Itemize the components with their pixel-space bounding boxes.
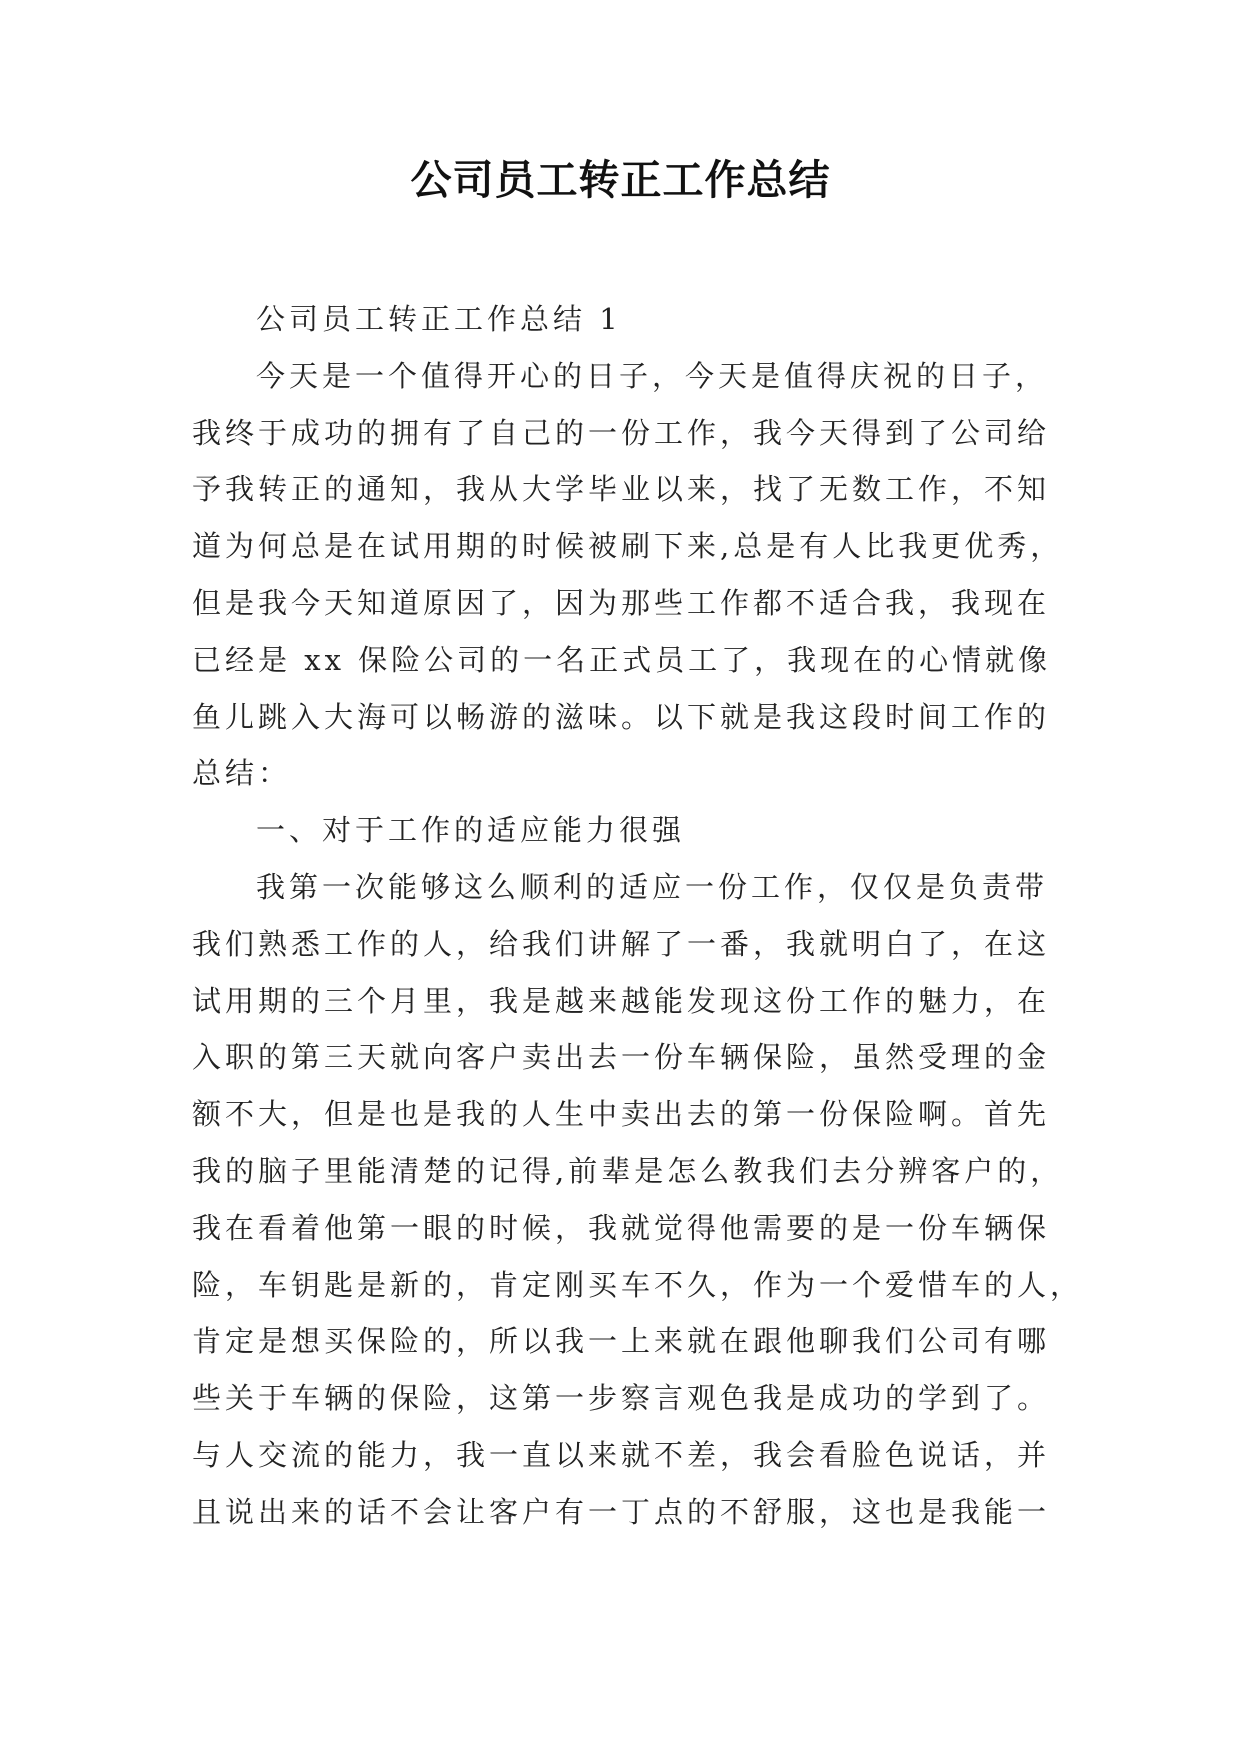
text-line: 今天是一个值得开心的日子，今天是值得庆祝的日子， [256,358,1049,393]
text-line: 我终于成功的拥有了自己的一份工作，我今天得到了公司给 [192,415,1051,450]
text-line: 鱼儿跳入大海可以畅游的滋味。以下就是我这段时间工作的 [192,699,1051,734]
text-line: 予我转正的通知，我从大学毕业以来，找了无数工作，不知 [192,472,1051,507]
text-line: 且说出来的话不会让客户有一丁点的不舒服，这也是我能一 [192,1494,1051,1529]
text-line: 我的脑子里能清楚的记得,前辈是怎么教我们去分辨客户的， [192,1153,1064,1188]
text-line: 入职的第三天就向客户卖出去一份车辆保险，虽然受理的金 [192,1040,1051,1075]
text-line: 肯定是想买保险的，所以我一上来就在跟他聊我们公司有哪 [192,1324,1051,1359]
text-line: 已经是 xx 保险公司的一名正式员工了，我现在的心情就像 [192,642,1052,677]
text-line: 但是我今天知道原因了，因为那些工作都不适合我，我现在 [192,585,1051,620]
text-line: 些关于车辆的保险，这第一步察言观色我是成功的学到了。 [192,1381,1051,1416]
text-line: 公司员工转正工作总结 1 [256,302,622,336]
text-line: 道为何总是在试用期的时候被刷下来,总是有人比我更优秀， [192,529,1064,564]
document-body [192,291,1084,1541]
text-line: 我在看着他第一眼的时候，我就觉得他需要的是一份车辆保 [192,1210,1051,1245]
text-line: 额不大，但是也是我的人生中卖出去的第一份保险啊。首先 [192,1097,1051,1132]
text-line: 总结： [192,756,292,791]
text-line: 险，车钥匙是新的，肯定刚买车不久，作为一个爱惜车的人， [192,1267,1084,1302]
text-line: 与人交流的能力，我一直以来就不差，我会看脸色说话，并 [192,1437,1051,1472]
document-title: 公司员工转正工作总结 [410,156,831,204]
text-line: 一、对于工作的适应能力很强 [256,813,686,848]
text-line: 我们熟悉工作的人，给我们讲解了一番，我就明白了，在这 [192,926,1051,961]
text-line: 我第一次能够这么顺利的适应一份工作，仅仅是负责带 [256,869,1049,904]
text-line: 试用期的三个月里，我是越来越能发现这份工作的魅力，在 [192,983,1051,1018]
